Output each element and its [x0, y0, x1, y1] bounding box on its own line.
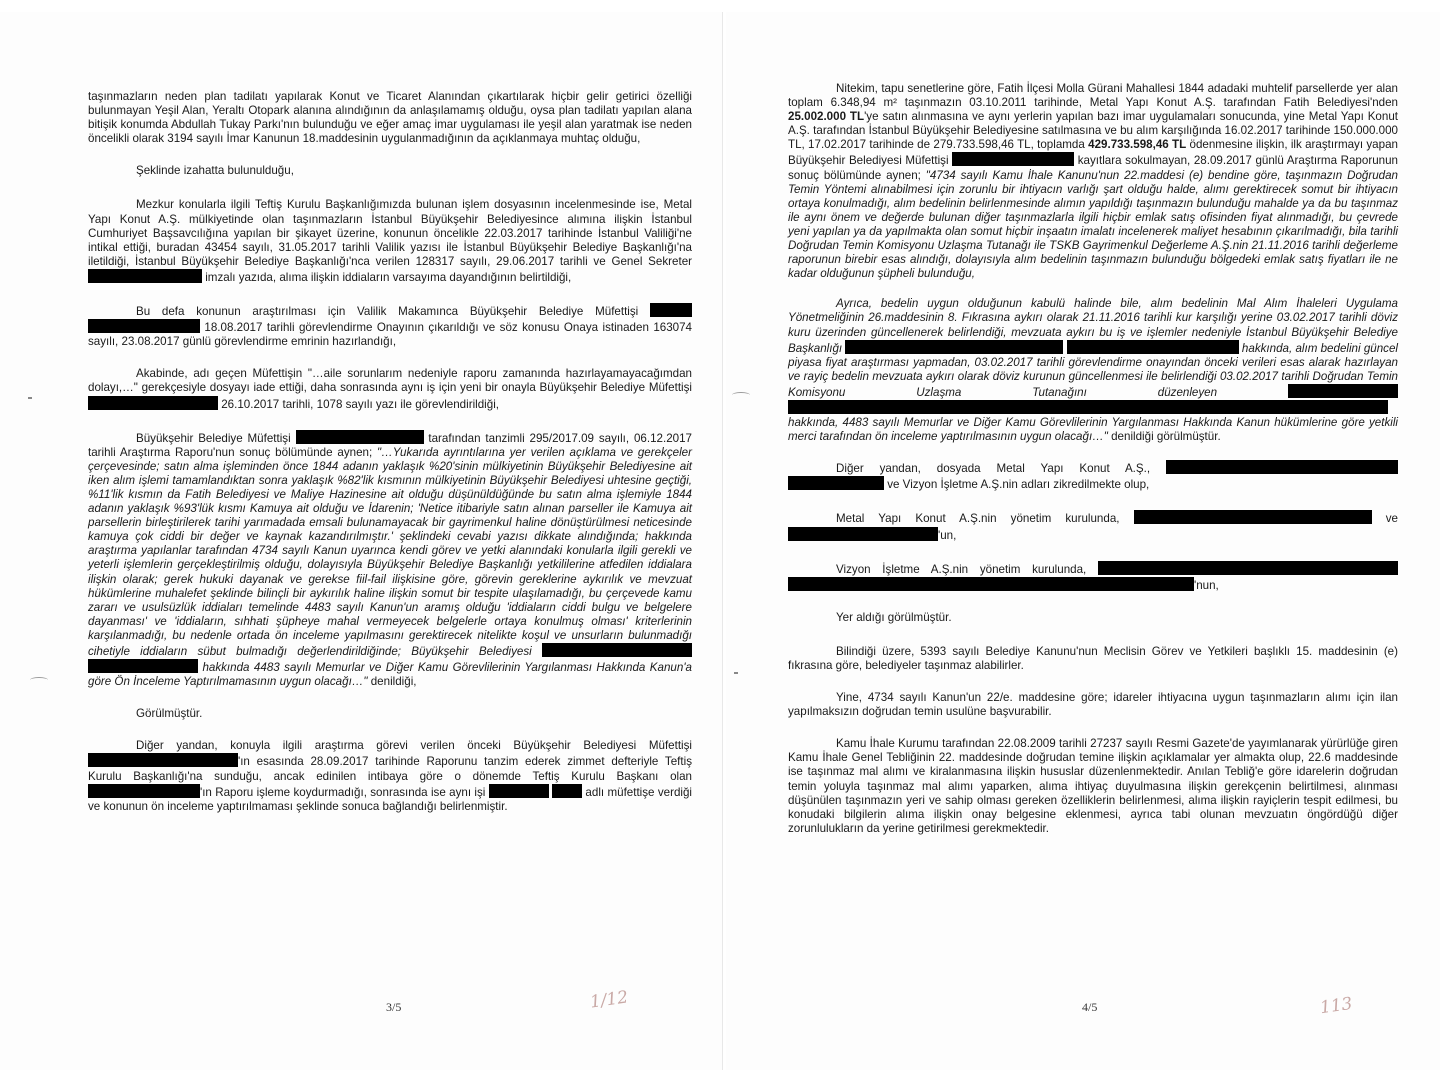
handwritten-note: 1/12: [588, 987, 630, 1013]
paragraph-text: ve Vizyon İşletme A.Ş.nin adları zikredilmekte olup,: [884, 478, 1150, 492]
redaction-box: [88, 659, 198, 673]
paragraph-text: denildiği görülmüştür.: [1107, 430, 1221, 444]
document-page-3: [0, 12, 722, 1070]
paragraph-text: kayıtlara sokulmayan, 28.09.2017 günlü Araştırma Raporunun sonuç bölümünde aynen;: [788, 154, 1398, 182]
paragraph-text: yazı ile görevlendirildiği,: [372, 397, 499, 411]
paragraph-text: Nitekim, tapu senetlerine göre, Fatih İlçesi Molla Gürani Mahallesi 1844 adadaki muhtelif parsellerde yer alan toplam 6.348,94 m² taşınmazın 03.10.2011 tarihinde, Metal Yapı Konut A.Ş. tarafından Fatih Belediyesi'nden: [788, 82, 1398, 110]
redaction-box: [88, 396, 218, 410]
paragraph: Yer aldığı görülmüştür.: [836, 610, 952, 624]
redaction-box: [650, 303, 692, 317]
redaction-box: [788, 577, 1194, 591]
paragraph: Bilindiği üzere, 5393 sayılı Belediye Kanunu'nun Meclisin Görev ve Yetkileri başlıklı 15. maddesinin (e) fıkrasına göre, belediyeler taşınmaz alabilirler.: [788, 644, 1398, 672]
redaction-box: [88, 269, 202, 283]
paragraph-text: adlı müfettişe verdiği ve konunun ön inceleme yaptırılmaması şeklinde sonuca bağlandığı belirlenmiştir.: [88, 785, 693, 813]
redaction-box: [296, 430, 424, 444]
paragraph: [88, 198, 692, 285]
redaction-box: [542, 643, 692, 657]
redaction-box: [1098, 561, 1398, 575]
page-4-text: [788, 82, 1398, 849]
redaction-box: [88, 753, 238, 767]
paragraph: Görülmüştür.: [136, 707, 203, 721]
paragraph: taşınmazların neden plan tadilatı yapılarak Konut ve Ticaret Alanından çıkartılarak hiçbir gelir getirici özelliği bulunmayan Yeşil Alan, Yeraltı Otopark alanına alındığının da anlaşılamamış olduğu, oysa plan tadilatı yapılan alana bitişik konumda Abdullah Tukay Parkı'nın bulunduğu ve eğer amaç imar uygulaması ile yeşil alan yaratmak ise neden öncelikli olarak 3194 sayılı İmar Kanunun 18.maddesinin uygulanmadığının da açıklanmaya muhtaç olduğu,: [88, 90, 692, 146]
paragraph: Kamu İhale Kurumu tarafından 22.08.2009 tarihli 27237 sayılı Resmi Gazete'de yayımlanarak yürürlüğe giren Kamu İhale Genel Tebliğinin 22. maddesinde doğrudan temine ilişkin açıklamalar yer almakta olup, 22.6 maddesinde ise taşınmaz mal alımı ve kiralanmasına ilişkin hususlar düzenlenmektedir. Anılan Tebliğ'e göre idarelerin doğrudan temin yoluyla taşınmaz mal alımı yaparken, alıma ihtiyaç duyulmasına ilişkin gerekçenin belirtilmesi, alınması düşünülen taşınmazın yeri ve sahip olması gereken özelliklerin belirlenmesi, alıma ilişkin rayiçlerin tespit edilmesi, bu konudaki bilgilerin alıma ilişkin onay belgesine eklenmesi, ayrıca tabi olunan mevzuatın öngördüğü diğer zorunlulukların da yerine getirilmesi gerekmektedir.: [788, 737, 1398, 835]
redaction-box: [788, 476, 884, 490]
paragraph: Yine, 4734 sayılı Kanun'un 22/e. maddesine göre; idareler ihtiyacına uygun taşınmazların alımı için ilan yapılmaksızın doğrudan temin usulüne başvurabilir.: [788, 691, 1398, 719]
paragraph-text: Metal Yapı Konut A.Ş.nin yönetim kurulunda,: [836, 512, 1120, 526]
handwritten-note: 113: [1318, 993, 1354, 1019]
redaction-box: [1166, 460, 1398, 474]
paragraph: [788, 460, 1398, 492]
amount: 429.733.598,46 TL: [1088, 138, 1187, 152]
quoted-text: hakkında, alım bedelini güncel piyasa fiyat araştırması yapmadan, 03.02.2017 tarihli görevlendirme onayından önceki verileri esas alarak hazırlayan ve rayiç bedelin mevzuata aykırı olarak döviz kurunun güncellenmesi ile belirlendiği 03.02.2017 tarihli Doğrudan Temin Komisyonu Uzlaşma Tutanağını düzenleyen: [788, 341, 1398, 399]
paragraph-text: Akabinde, adı geçen Müfettişin "…aile sorunlarım nedeniyle raporu zamanında hazırlayamayacağımdan dolayı,…" gerekçesiyle dosyayı iade ettiği, daha sonrasında aynı iş için yeni bir onayla Büyükşehir Belediye Müfettişi: [88, 367, 692, 395]
scan-mark: [732, 392, 750, 398]
scan-mark: [734, 672, 738, 674]
page-number: 3/5: [386, 1000, 402, 1014]
redaction-box: [788, 527, 938, 541]
paragraph: [88, 739, 692, 813]
quoted-text: "4734 sayılı Kamu İhale Kanunu'nun 22.maddesi (e) bendine göre, taşınmazın Doğrudan Temin Yöntemi alınabilmesi için zorunlu bir ihtiyacın varlığı şart olduğu halde, alımı gerektirecek somut bir ihtiyacın ortaya konulmadığı, alım bedelinin belirlenmesinde alımın yapıldığı taşınmazın bulunduğu mahalde ya da bu taşınmaz ile aynı önem ve değerde bulunan diğer taşınmazlarla ilgili hiçbir emlak satış ofisinden fiyat alınmadığı, bu çevrede yeni yapılan ya da yapılmakta olan somut hiçbir inşaatın imalatı incelenerek maliyet hesabının çıkarılmadığı, bila tarihli Doğrudan Temin Komisyonu Uzlaşma Tutanağı ile TSKB Gayrimenkul Değerleme A.Ş.nin 21.11.2016 tarihli değerleme raporunun birebir esas alındığı, dolayısıyla alım bedelinin taşınmazın bulunduğu bölgedeki emlak satış fiyatları ile ne kadar olduğunun şüpheli bulunduğu,: [788, 168, 1398, 281]
redaction-box: [1288, 384, 1398, 398]
paragraph-text: 'ın esasında 28.09.2017 tarihinde Raporunu tanzim ederek zimmet defteriyle Teftiş Kurulu Başkanlığı'na sunduğu, ancak edinilen intibaya göre o dönemde Teftiş Kurulu Başkanı olan: [88, 755, 692, 783]
paragraph: [88, 367, 692, 411]
page-3-text: [88, 90, 692, 827]
paragraph-text: denildiği,: [367, 675, 417, 689]
paragraph-text: Bu defa konunun araştırılması için Valilik Makamınca Büyükşehir Belediye Müfettişi: [136, 305, 639, 319]
paragraph: [88, 430, 692, 690]
paragraph: [788, 82, 1398, 281]
paragraph-text: Vizyon İşletme A.Ş.nin yönetim kurulunda,: [836, 562, 1087, 576]
quoted-text: "…Yukarıda ayrıntılarına yer verilen açıklama ve gerekçeler çerçevesinde; satın alma işleminden önce 1844 adanın yaklaşık %20'sinin mülkiyetinin Büyükşehir Belediyesine ait iken alım işlemi tamamlandıktan sonra yaklaşık %82'lik kısmının mülkiyetinin Büyükşehir Belediyesi uhtesine geçtiği, %11'lik kısmın da Fatih Belediyesi ve Maliye Hazinesine ait olduğu düşünüldüğünde bu satın alma işlemiyle 1844 adanın yaklaşık %93'lük kısmı Kamuya ait olduğu ve İdarenin; 'Netice itibariyle satın alınan parseller ile Kamuya ait parsellerin birleştirilerek tarihi yarımadada emsali bulunamayacak bir gayrimenkul haline dönüştürülmesi neticesinde kamuya çok ciddi bir değer ve kaynak kazandırılmıştır.' şeklindeki cevabi yazısı dikkate alındığında; hakkında araştırma yapılanlar tarafından 4734 sayılı Kanun uyarınca kendi görev ve yetki alanındaki konularla ilgili gerekli ve yeterli işlemlerin gerçekleştirilmiş olduğu, dolayısıyla Büyükşehir Belediye Başkanlığı yetkililerine atfedilen iddialara ilişkin olarak; gerek hukuki dayanak ve gerekse fiil-fail ilişkisine göre, görevin gereklerine aykırılık ve mevzuat hükümlerine muhalefet şeklinde bilinçli bir aykırılık haline ilişkin somut bir tespite ulaşılamadığı, bu çerçevede kamu zararı ve usulsüzlük iddiaları temelinde 4483 sayılı Kanun'un aramış olduğu 'iddiaların ciddi bulgu ve belgelere dayanması' ve 'iddiaların, sıhhati şüpheye mahal vermeyecek belgelerle ortaya konulmuş olması' kriterlerinin karşılanmadığı, bu nedenle ortada ön inceleme yapılmasını gerektirecek nitelikte koşul ve unsurların bulunmadığı cihetiyle iddiaların sübut bulmadığı değerlendirildiğinde; Büyükşehir Belediyesi: [88, 445, 692, 658]
scan-mark: [30, 677, 48, 683]
quoted-text: hakkında 4483 sayılı Memurlar ve Diğer Kamu Görevlilerinin Yargılanması Hakkında Kanun'a göre Ön İnceleme Yaptırılmamasının uygun olacağı…": [88, 661, 692, 689]
paragraph-text: imzalı yazıda, alıma ilişkin iddiaların varsayıma dayandığının belirtildiği,: [202, 270, 572, 284]
redaction-box: [788, 400, 1388, 414]
paragraph: [788, 561, 1398, 593]
paragraph-text: ve: [1371, 512, 1398, 526]
paragraph: [788, 510, 1398, 542]
paragraph-text: ödenmesine ilişkin, ilk araştırmayı yapan Büyükşehir Belediyesi Müfettişi: [788, 138, 1398, 168]
paragraph-text: Diğer yandan, dosyada Metal Yapı Konut A.Ş.,: [836, 462, 1151, 476]
redaction-box: [489, 784, 549, 798]
paragraph-text: Mezkur konularla ilgili Teftiş Kurulu Başkanlığımızda bulunan işlem dosyasının incelenmesinde ise, Metal Yapı Konut A.Ş. mülkiyetinde olan taşınmazların İstanbul Büyükşehir Belediyesince alımına ilişkin İstanbul Cumhuriyet Başsavcılığına yapılan bir şikayet üzerine, konunun öncelikle 22.03.2017 tarihinde İstanbul Valiliği'ne intikal ettiği, buradan 43454 sayılı, 31.05.2017 tarihli Valilik yazısı ile İstanbul Büyükşehir Belediye Başkanlığı'na iletildiği, İstanbul Büyükşehir Belediye Başkanlığı'nca verilen 128317 sayılı, 29.06.2017 tarihli ve Genel Sekreter: [88, 198, 692, 268]
paragraph: Şeklinde izahatta bulunulduğu,: [136, 164, 294, 178]
document-page-4: [726, 12, 1440, 1070]
amount: 25.002.000 TL: [788, 110, 865, 124]
paragraph-text: 'un,: [938, 528, 957, 542]
paragraph-text: Diğer yandan, konuyla ilgili araştırma görevi verilen önceki Büyükşehir Belediyesi Müfettişi: [136, 739, 692, 753]
paragraph-text: 26.10.2017 tarihli, 1078 sayılı: [218, 397, 373, 411]
redaction-box: [552, 784, 582, 798]
redaction-box: [88, 319, 200, 333]
redaction-box: [845, 340, 1063, 354]
paragraph-text: Büyükşehir Belediye Müfettişi: [136, 431, 291, 445]
redaction-box: [1134, 510, 1372, 524]
paragraph: [788, 297, 1398, 444]
paragraph-text: 18.08.2017 tarihli görevlendirme Onayının çıkarıldığı ve söz konusu Onaya istinaden 163074 sayılı, 23.08.2017 günlü görevlendirme emrinin hazırlandığı,: [88, 321, 692, 349]
page-number: 4/5: [1082, 1000, 1098, 1014]
quoted-text: Ayrıca, bedelin uygun olduğunun kabulü halinde bile, alım bedelinin Mal Alım İhaleleri Uygulama Yönetmeliğinin 26.maddesinin 8. Fıkrasına aykırı olarak 21.11.2016 tarihli kur karşılığı yerine 03.02.2017 tarihli döviz kuru üzerinden güncellenerek belirlendiği, mevzuata aykırı bu iş ve işlemler nedeniyle İstanbul Büyükşehir Belediye Başkanlığı: [788, 297, 1398, 355]
paragraph-text: 'ye satın alınmasına ve aynı yerlerin yapılan bazı imar uygulamaları sonucunda, yine Metal Yapı Konut A.Ş. tarafından İstanbul Büyükşehir Belediyesine satılmasına ve bu alım karşılığında 16.02.2017 tarihinde 150.000.000 TL, 17.02.2017 tarihinde de 279.733.598,46 TL, toplamda: [788, 110, 1398, 152]
quoted-text: hakkında, 4483 sayılı Memurlar ve Diğer Kamu Görevlilerinin Yargılanması Hakkında Kanun hükümlerine göre yetkili merci tarafından ön inceleme yaptırılmasının uygun olacağı…": [788, 416, 1398, 444]
paragraph-text: tarafından tanzimli 295/2017.09 sayılı, 06.12.2017 tarihli Araştırma Raporu'nun sonuç bölümünde aynen;: [88, 431, 692, 459]
redaction-box: [952, 152, 1074, 166]
paragraph: [88, 303, 692, 349]
scan-mark: [28, 397, 32, 399]
redaction-box: [1067, 340, 1239, 354]
redaction-box: [88, 784, 200, 798]
paragraph-text: 'nun,: [1194, 578, 1219, 592]
paragraph-text: 'ın Raporu işleme koydurmadığı, sonrasında ise aynı işi: [200, 785, 486, 799]
